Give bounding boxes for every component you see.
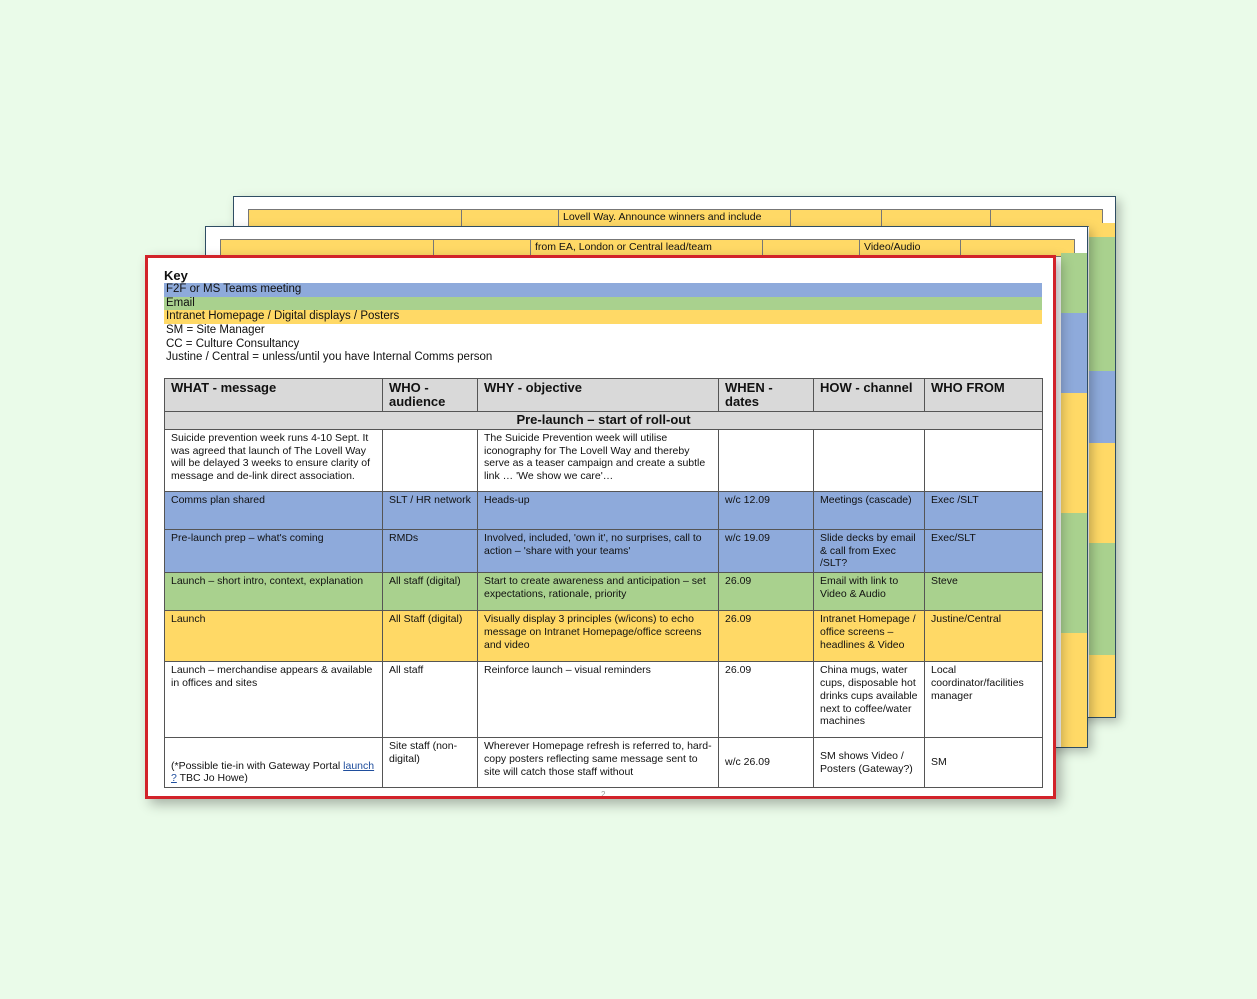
cell-what: Suicide prevention week runs 4-10 Sept. It was agreed that launch of The Lovell Way will be delayed 3 weeks to ensure clarity of message and de-link direct association.: [165, 429, 383, 491]
cell-how: China mugs, water cups, disposable hot drinks cups available next to coffee/water machines: [814, 662, 925, 738]
middle-row-strip: [1061, 633, 1088, 693]
header-when: WHEN - dates: [719, 379, 814, 412]
cell-what: Pre-launch prep – what's coming: [165, 529, 383, 572]
cell-what: Launch: [165, 611, 383, 662]
page-number: 2: [601, 790, 606, 799]
key-title: Key: [164, 268, 188, 283]
back-row-strip: [1089, 237, 1116, 309]
comms-plan-table: [164, 378, 1043, 788]
header-who-from: WHO FROM: [925, 379, 1043, 412]
cell-when: w/c 19.09: [719, 529, 814, 572]
table-row: [165, 429, 1043, 491]
cell-what: Launch – merchandise appears & available in offices and sites: [165, 662, 383, 738]
cell-who-from: Exec/SLT: [925, 529, 1043, 572]
cell-when: 26.09: [719, 573, 814, 611]
cell-when: 26.09: [719, 662, 814, 738]
table-header-row: [165, 379, 1043, 412]
middle-row-strip: [1061, 693, 1088, 747]
cell-when: 26.09: [719, 611, 814, 662]
table-row: [165, 529, 1043, 572]
cell-how: [814, 429, 925, 491]
cell-why: The Suicide Prevention week will utilise iconography for The Lovell Way and thereby serve as a teaser campaign and create a subtle link … 'We show we care'…: [478, 429, 719, 491]
cell-why: Involved, included, 'own it', no surprises, call to action – 'share with your teams': [478, 529, 719, 572]
key-item-meeting: F2F or MS Teams meeting: [164, 283, 1042, 297]
middle-cell-channel: Video/Audio: [860, 240, 961, 257]
middle-row-strip: [1061, 453, 1088, 513]
header-how: HOW - channel: [814, 379, 925, 412]
back-row-strip: [1089, 223, 1116, 237]
cell-what: Comms plan shared: [165, 491, 383, 529]
cell-how: Intranet Homepage / office screens – headlines & Video: [814, 611, 925, 662]
middle-cell-text: from EA, London or Central lead/team: [531, 240, 763, 257]
cell-why: Wherever Homepage refresh is referred to, hard-copy posters reflecting same message sent to site will catch those staff without: [478, 738, 719, 788]
cell-what: [165, 738, 383, 788]
cell-why: Reinforce launch – visual reminders: [478, 662, 719, 738]
gateway-launch-link[interactable]: launch ?: [171, 759, 375, 785]
cell-what-tail: TBC Jo Howe): [176, 772, 248, 785]
header-why: WHY - objective: [478, 379, 719, 412]
table-row: [165, 662, 1043, 738]
front-page-sheet: [145, 255, 1056, 799]
cell-who: [383, 429, 478, 491]
key-item-email: Email: [164, 297, 1042, 311]
cell-who-from: Steve: [925, 573, 1043, 611]
cell-who-from: Exec /SLT: [925, 491, 1043, 529]
cell-who-from: [925, 429, 1043, 491]
key-legend: [164, 268, 1042, 365]
back-row-strip: [1089, 309, 1116, 371]
back-row-strip: [1089, 371, 1116, 443]
key-item-site-manager: SM = Site Manager: [166, 324, 265, 337]
back-row-strip: [1089, 543, 1116, 599]
cell-how: Meetings (cascade): [814, 491, 925, 529]
cell-what: Launch – short intro, context, explanation: [165, 573, 383, 611]
cell-who: SLT / HR network: [383, 491, 478, 529]
cell-who: All staff: [383, 662, 478, 738]
cell-who-from: Justine/Central: [925, 611, 1043, 662]
section-row: [165, 412, 1043, 430]
cell-when: w/c 26.09: [719, 738, 814, 788]
table-row: [165, 611, 1043, 662]
table-row: [165, 491, 1043, 529]
middle-row-strip: [1061, 253, 1088, 313]
cell-who: All staff (digital): [383, 573, 478, 611]
middle-row-strip: [1061, 393, 1088, 453]
cell-when: [719, 429, 814, 491]
cell-how: Slide decks by email & call from Exec /SLT?: [814, 529, 925, 572]
table-row: [165, 573, 1043, 611]
middle-row-strip: [1061, 573, 1088, 633]
cell-who: RMDs: [383, 529, 478, 572]
back-cell-text: Lovell Way. Announce winners and include: [559, 210, 791, 227]
cell-why: Start to create awareness and anticipation – set expectations, rationale, priority: [478, 573, 719, 611]
back-row-strip: [1089, 655, 1116, 717]
key-item-intranet: Intranet Homepage / Digital displays / Posters: [164, 310, 1042, 324]
cell-who-from: Local coordinator/facilities manager: [925, 662, 1043, 738]
cell-who: All Staff (digital): [383, 611, 478, 662]
cell-why: Heads-up: [478, 491, 719, 529]
cell-how: Email with link to Video & Audio: [814, 573, 925, 611]
header-who: WHO - audience: [383, 379, 478, 412]
middle-row-strip: [1061, 313, 1088, 393]
key-item-culture-consultancy: CC = Culture Consultancy: [166, 337, 300, 350]
back-row-strip: [1089, 443, 1116, 493]
section-title: Pre-launch – start of roll-out: [165, 412, 1043, 430]
key-item-central: Justine / Central = unless/until you have Internal Comms person: [166, 351, 493, 364]
header-what: WHAT - message: [165, 379, 383, 412]
cell-how: SM shows Video / Posters (Gateway?): [814, 738, 925, 788]
middle-row-strip: [1061, 513, 1088, 573]
back-table: [248, 209, 1103, 227]
cell-what-text: (*Possible tie-in with Gateway Portal: [171, 759, 344, 772]
back-row-strip: [1089, 493, 1116, 543]
cell-who: Site staff (non-digital): [383, 738, 478, 788]
back-row-strip: [1089, 599, 1116, 655]
cell-who-from: SM: [925, 738, 1043, 788]
table-row: [165, 738, 1043, 788]
cell-when: w/c 12.09: [719, 491, 814, 529]
cell-why: Visually display 3 principles (w/icons) to echo message on Intranet Homepage/office screens and video: [478, 611, 719, 662]
